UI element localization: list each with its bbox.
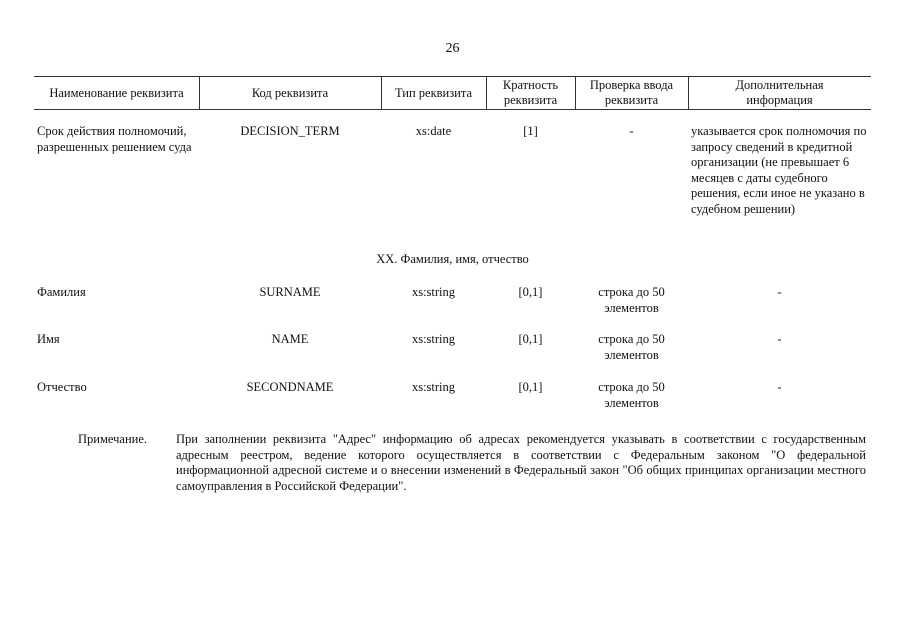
cell-multiplicity: [0,1] [518,285,543,299]
cell-info: - [777,380,782,394]
header-name: Наименование реквизита [49,85,184,100]
cell-code: SURNAME [259,285,321,299]
cell-name: Имя [37,332,60,346]
cell-multiplicity: [0,1] [518,332,543,346]
cell-code: SECONDNAME [246,380,334,394]
header-info: Дополнительная информация [735,78,824,107]
cell-check: - [629,124,634,138]
cell-type: xs:date [415,124,452,138]
cell-type: xs:string [411,380,456,394]
cell-type: xs:string [411,285,456,299]
cell-name: Фамилия [37,285,86,299]
cell-code: DECISION_TERM [240,124,340,138]
cell-check: строка до 50 элементов [598,332,665,362]
table-header-bottom-border [34,109,871,110]
header-multiplicity: Кратность реквизита [502,78,559,107]
page-number: 26 [445,41,460,56]
cell-code: NAME [271,332,309,346]
note-text: При заполнении реквизита "Адрес" информацию об адресах рекомендуется указывать в соответствии с государственным адресным реестром, ведение которого осуществляется в соответствии с Федеральным законом "О федеральной информационной адресной системе и о внесении изменений в Федеральный закон "Об общих принципах организации местного самоуправления в Российской Федерации". [176,432,866,493]
cell-info: - [777,285,782,299]
cell-check: строка до 50 элементов [598,285,665,315]
cell-name: Срок действия полномочий, разрешенных решением суда [37,124,192,154]
cell-info: - [777,332,782,346]
header-type: Тип реквизита [394,85,473,100]
note-label: Примечание. [78,432,148,446]
header-check: Проверка ввода реквизита [589,78,674,107]
cell-multiplicity: [0,1] [518,380,543,394]
cell-check: строка до 50 элементов [598,380,665,410]
cell-name: Отчество [37,380,87,394]
section-title: XX. Фамилия, имя, отчество [376,252,529,266]
cell-multiplicity: [1] [523,124,538,138]
header-code: Код реквизита [251,85,329,100]
cell-info: указывается срок полномочия по запросу сведений в кредитной организации (не превышает 6 месяцев с даты судебного решения, если иное не указано в судебном решении) [691,124,867,216]
cell-type: xs:string [411,332,456,346]
